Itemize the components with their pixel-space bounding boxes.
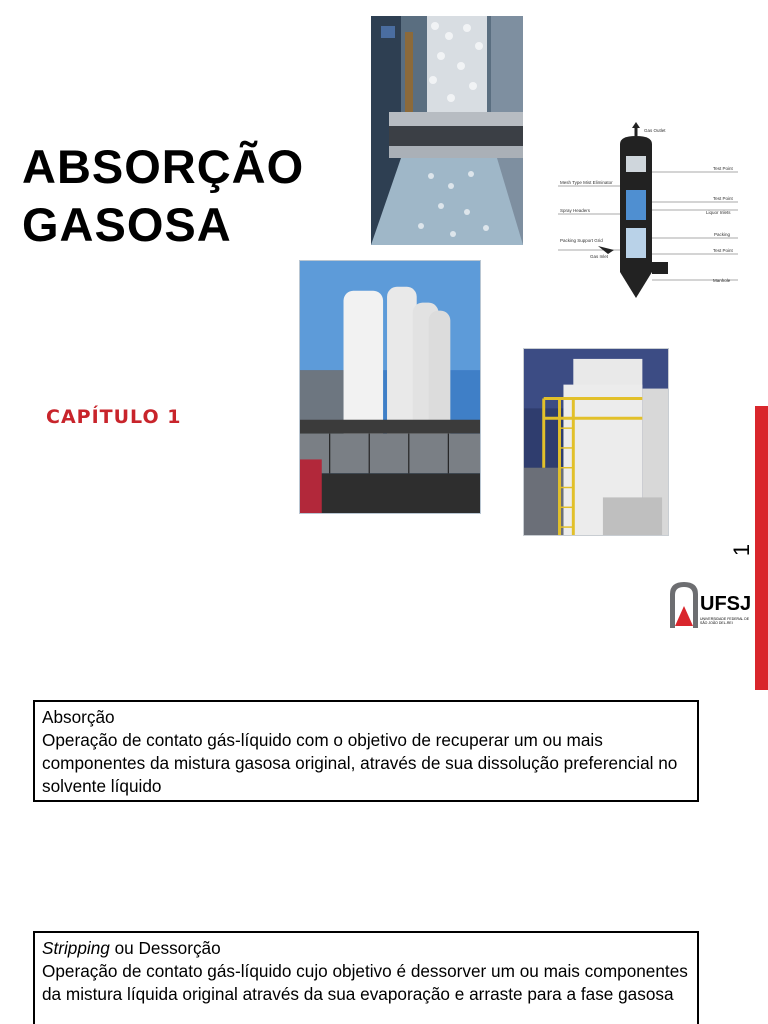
side-bar-accent <box>755 406 768 690</box>
diagram-label-gas-inlet: Gas Inlet <box>590 254 609 259</box>
title-line-2: GASOSA <box>22 198 232 251</box>
diagram-label-packing: Packing <box>714 232 731 237</box>
term-text: Absorção <box>42 707 115 727</box>
diagram-label-test-point-1: Test Point <box>713 166 733 171</box>
absorption-towers-photo <box>299 260 481 514</box>
diagram-label-manhole: Manhole <box>713 278 731 283</box>
scrubber-tower-photo <box>523 348 669 536</box>
term-italic-text: Stripping <box>42 938 110 958</box>
definition-text: Operação de contato gás-líquido cujo objetivo é dessorver um ou mais componentes da mistura líquida original através da sua evaporação e arraste para a fase gasosa <box>42 961 688 1004</box>
diagram-label-test-point-3: Test Point <box>713 248 733 253</box>
diagram-label-test-point-2: Test Point <box>713 196 733 201</box>
slide-title <box>22 138 304 254</box>
page-number: 1 <box>729 543 754 557</box>
term-suffix-text: ou Dessorção <box>109 938 221 958</box>
diagram-label-gas-outlet: Gas Outlet <box>644 128 666 133</box>
definition-stripping <box>33 931 699 1024</box>
diagram-label-mist-eliminator: Mesh Type Mist Eliminator <box>560 180 613 185</box>
logo-name: UFSJ <box>700 593 752 615</box>
diagram-label-spray-headers: Spray Headers <box>560 208 591 213</box>
diagram-label-liquor-inlets: Liquor Inlets <box>706 210 731 215</box>
definition-text: Operação de contato gás-líquido com o objetivo de recuperar um ou mais componentes da mistura gasosa original, através de sua dissolução preferencial no solvente líquido <box>42 730 678 796</box>
definition-term <box>42 706 690 729</box>
title-line-1: ABSORÇÃO <box>22 140 305 193</box>
definition-term <box>42 937 690 960</box>
absorber-diagram <box>558 122 738 314</box>
logo-subtitle: UNIVERSIDADE FEDERAL DE SÃO JOÃO DEL-REI <box>700 617 750 625</box>
diagram-label-packing-support-grid: Packing Support Grid <box>560 238 603 243</box>
chapter-label: CAPÍTULO 1 <box>46 406 182 428</box>
ufsj-emblem-icon <box>668 580 700 628</box>
side-bar <box>755 0 768 406</box>
definition-absorption <box>33 700 699 802</box>
packed-column-photo <box>371 16 523 245</box>
